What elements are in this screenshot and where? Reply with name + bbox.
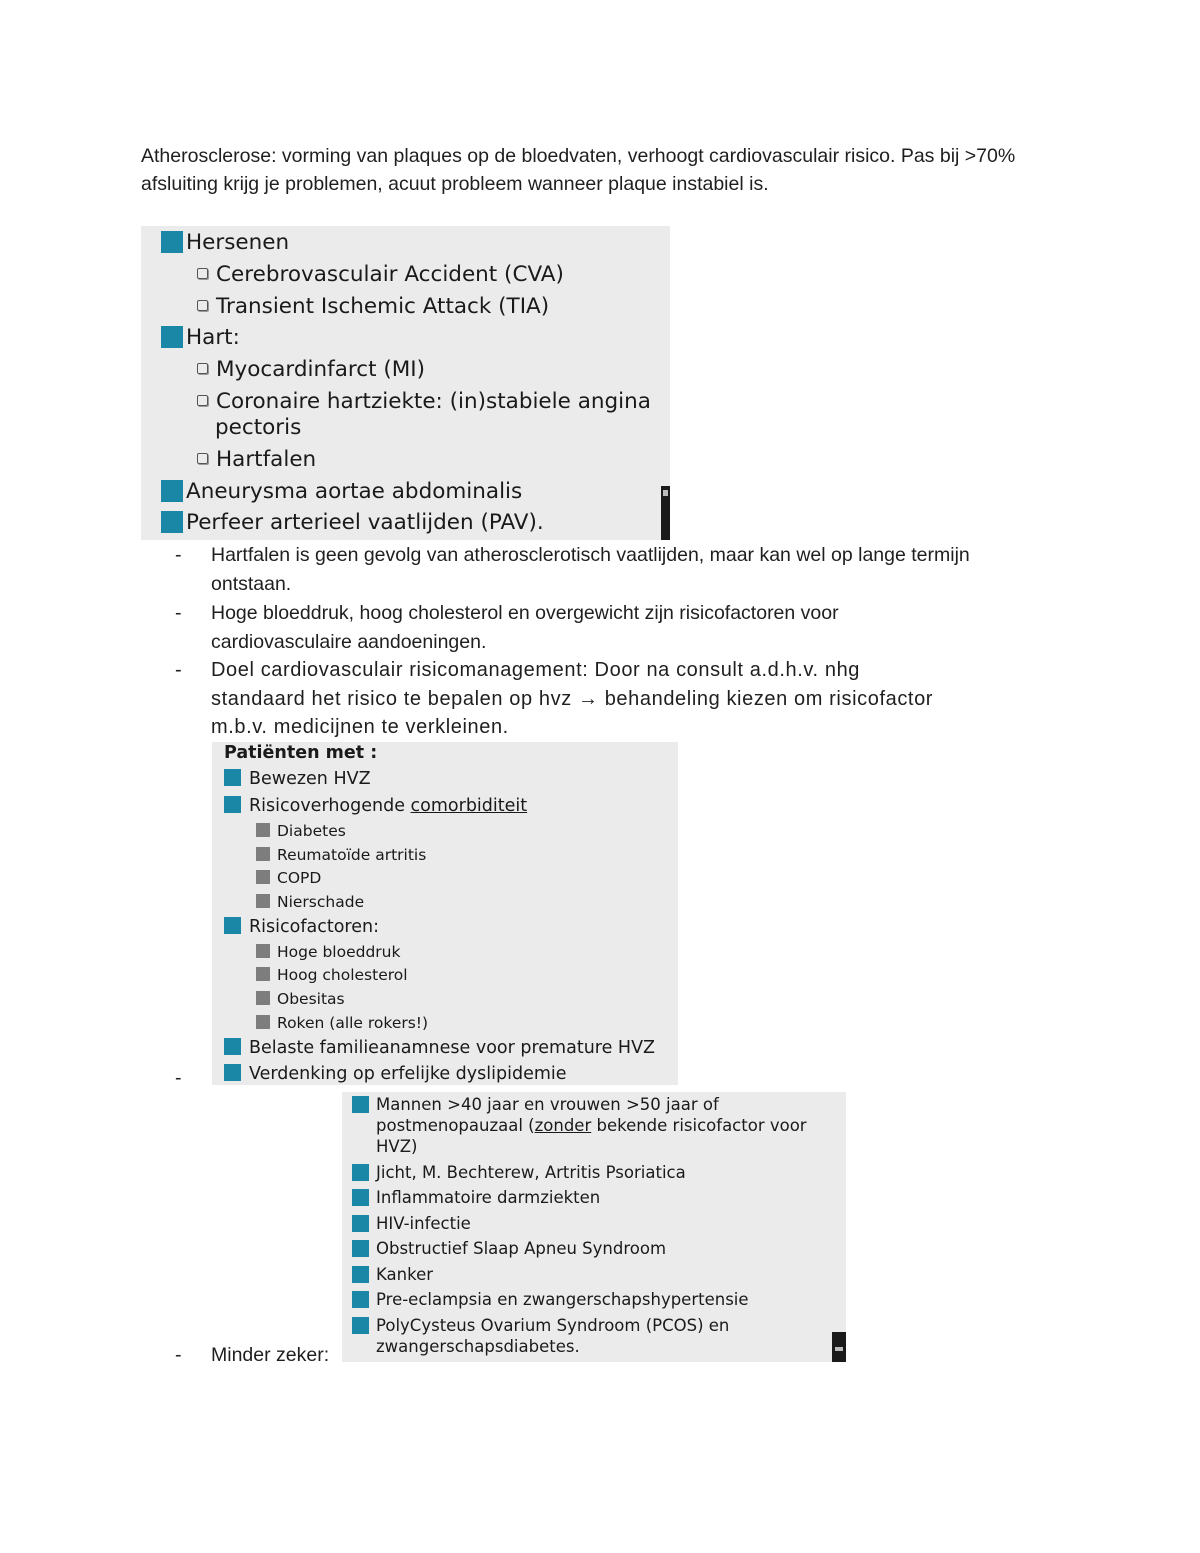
less-certain-image — [342, 1092, 846, 1362]
scrollbar-arrow-icon — [835, 1347, 843, 1351]
bullet-square-icon — [224, 796, 241, 813]
grey-square-icon — [256, 847, 270, 861]
bullet-square-icon — [352, 1291, 369, 1308]
list-subitem: Diabetes — [256, 820, 346, 842]
bullet-square-icon — [161, 326, 183, 348]
list-item: Risicofactoren: — [224, 916, 379, 938]
list-item: Belaste familieanamnese voor premature HVZ — [224, 1037, 655, 1059]
list-subitem: Hoog cholesterol — [256, 964, 408, 986]
bullet-square-icon — [352, 1240, 369, 1257]
bullet-square-icon — [352, 1096, 369, 1113]
bullet-square-icon — [352, 1164, 369, 1181]
list-item: HIV-infectie — [352, 1213, 471, 1234]
bullet-square-icon — [224, 917, 241, 934]
bullet-square-icon — [161, 511, 183, 533]
bullet-square-icon — [161, 231, 183, 253]
bullet-square-icon — [352, 1215, 369, 1232]
bullet-square-icon — [352, 1266, 369, 1283]
list-item: Obstructief Slaap Apneu Syndroom — [352, 1238, 666, 1259]
checkbox-bullet-icon — [197, 268, 208, 279]
list-item-continuation: pectoris — [215, 415, 302, 440]
list-subitem: Nierschade — [256, 891, 364, 913]
list-item: Transient Ischemic Attack (TIA) — [197, 294, 549, 320]
bullet-square-icon — [224, 769, 241, 786]
bullet-item: - — [175, 1067, 182, 1089]
grey-square-icon — [256, 991, 270, 1005]
patients-image — [212, 742, 678, 1085]
grey-square-icon — [256, 944, 270, 958]
checkbox-bullet-icon — [197, 300, 208, 311]
list-item: Hersenen — [161, 230, 289, 256]
list-item: Myocardinfarct (MI) — [197, 357, 425, 383]
list-item: Hartfalen — [197, 447, 316, 473]
list-subitem: Roken (alle rokers!) — [256, 1012, 428, 1034]
list-item: Kanker — [352, 1264, 433, 1285]
list-item: Risicoverhogende comorbiditeit — [224, 795, 527, 817]
scrollbar-arrow-icon — [663, 490, 668, 496]
list-item: Aneurysma aortae abdominalis — [161, 479, 522, 505]
bullet-square-icon — [352, 1189, 369, 1206]
list-subitem: Hoge bloeddruk — [256, 941, 400, 963]
bullet-square-icon — [224, 1038, 241, 1055]
grey-square-icon — [256, 967, 270, 981]
bullet-item: - Hartfalen is geen gevolg van atherosclerotisch vaatlijden, maar kan wel op lange termijn ontstaan. — [175, 544, 970, 595]
list-item: Mannen >40 jaar en vrouwen >50 jaar of — [352, 1094, 719, 1115]
list-item: Perfeer arterieel vaatlijden (PAV). — [161, 510, 544, 536]
checkbox-bullet-icon — [197, 395, 208, 406]
bullet-item: - Doel cardiovasculair risicomanagement: Door na consult a.d.h.v. nhg standaard het risico te bepalen op hvz → behandeling kiezen om risicofactor m.b.v. medicijnen te verkleinen. — [175, 659, 934, 738]
list-item: Jicht, M. Bechterew, Artritis Psoriatica — [352, 1162, 686, 1183]
list-item: Hart: — [161, 325, 240, 351]
list-item-continuation: HVZ) — [376, 1137, 418, 1156]
image-title: Patiënten met : — [224, 743, 378, 763]
list-item: Coronaire hartziekte: (in)stabiele angina — [197, 389, 651, 415]
list-subitem: Reumatoïde artritis — [256, 844, 426, 866]
list-item: Cerebrovasculair Accident (CVA) — [197, 262, 564, 288]
list-item: PolyCysteus Ovarium Syndroom (PCOS) en — [352, 1315, 729, 1336]
bullet-item: - Hoge bloeddruk, hoog cholesterol en overgewicht zijn risicofactoren voor cardiovasculaire aandoeningen. — [175, 602, 839, 653]
list-item: Verdenking op erfelijke dyslipidemie — [224, 1063, 567, 1085]
list-subitem: COPD — [256, 867, 321, 889]
bullet-item: - Minder zeker: — [175, 1344, 330, 1366]
intro-paragraph: Atherosclerose: vorming van plaques op de bloedvaten, verhoogt cardiovasculair risico. Pas bij >70% afsluiting krijg je problemen, acuut probleem wanneer plaque instabiel is. — [141, 145, 1016, 195]
list-item-continuation: postmenopauzaal (zonder bekende risicofactor voor — [376, 1116, 807, 1135]
grey-square-icon — [256, 870, 270, 884]
list-item: Inflammatoire darmziekten — [352, 1187, 600, 1208]
list-item-continuation: zwangerschapsdiabetes. — [376, 1337, 580, 1356]
list-item: Bewezen HVZ — [224, 768, 371, 790]
bullet-square-icon — [352, 1317, 369, 1334]
checkbox-bullet-icon — [197, 363, 208, 374]
bullet-square-icon — [224, 1064, 241, 1081]
list-item: Pre-eclampsia en zwangerschapshypertensie — [352, 1289, 749, 1310]
list-subitem: Obesitas — [256, 988, 345, 1010]
grey-square-icon — [256, 894, 270, 908]
checkbox-bullet-icon — [197, 453, 208, 464]
grey-square-icon — [256, 1015, 270, 1029]
complications-image — [141, 226, 670, 540]
bullet-square-icon — [161, 480, 183, 502]
grey-square-icon — [256, 823, 270, 837]
